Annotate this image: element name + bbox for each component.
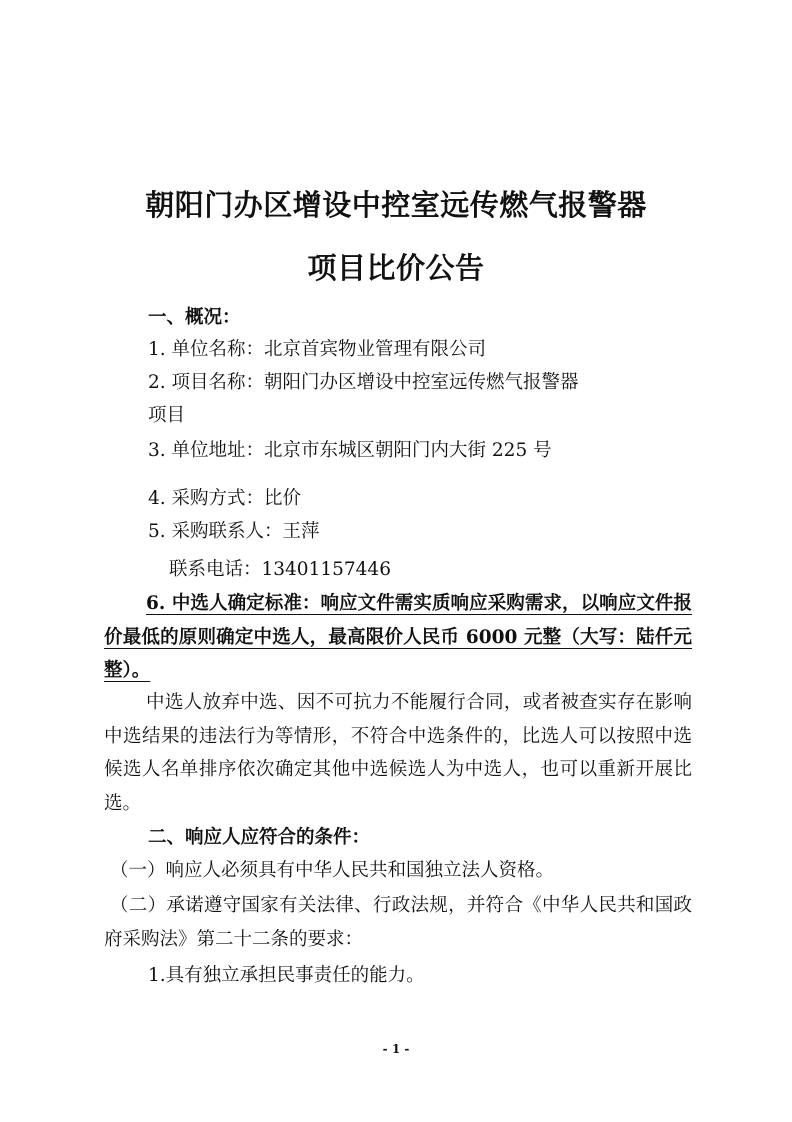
item-procurement-method: 4. 采购方式：比价 <box>148 488 302 509</box>
item-unit-name: 1. 单位名称：北京首宾物业管理有限公司 <box>148 339 487 360</box>
item-contact-person: 5. 采购联系人：王萍 <box>148 521 320 542</box>
para-give-up: 中选人放弃中选、因不可抗力不能履行合同，或者被查实存在影响中选结果的违法行为等情形，不符合中选条件的，比选人可以按照中选候选人名单排序依次确定其他中选候选人为中选人，也可以重新开展比选。 <box>104 692 692 814</box>
title-line-2: 项目比价公告 <box>307 251 485 285</box>
title-line-1: 朝阳门办区增设中控室远传燃气报警器 <box>145 188 647 222</box>
page-number: - 1 - <box>382 1042 410 1056</box>
item-project-name: 2. 项目名称：朝阳门办区增设中控室远传燃气报警器 <box>148 372 579 393</box>
item-project-name-cont: 项目 <box>148 405 186 426</box>
selection-criteria-text: 6. 中选人确定标准：响应文件需实质响应采购需求，以响应文件报价最低的原则确定中选人，最高限价人民币 6000 元整（大写：陆仟元整）。 <box>104 593 692 681</box>
condition-1: （一）响应人必须具有中华人民共和国独立法人资格。 <box>110 860 555 881</box>
condition-2: （二）承诺遵守国家有关法律、行政法规，并符合《中华人民共和国政府采购法》第二十二条的要求： <box>104 895 692 950</box>
condition-2-sub-1: 1.具有独立承担民事责任的能力。 <box>148 965 425 986</box>
item-selection-criteria <box>104 587 692 688</box>
section-heading-overview: 一、概况： <box>148 307 241 328</box>
item-unit-address: 3. 单位地址：北京市东城区朝阳门内大街 225 号 <box>148 440 552 461</box>
item-contact-phone: 联系电话：13401157446 <box>169 559 391 580</box>
section-heading-conditions: 二、响应人应符合的条件： <box>148 827 371 848</box>
